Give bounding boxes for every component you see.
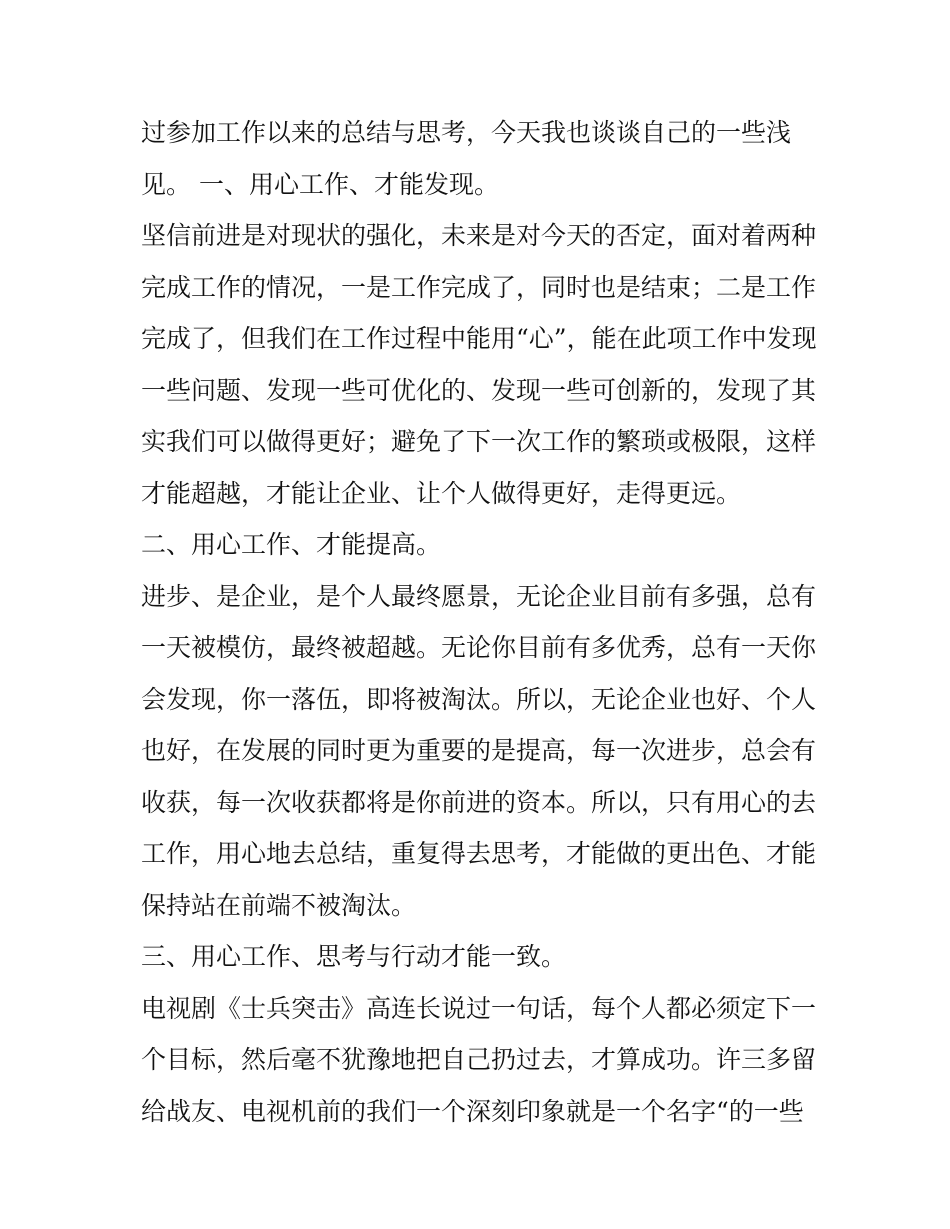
body-text [141,107,821,1137]
text-line: 见。 一、用心工作、才能发现。 [141,169,499,199]
text-line: 保持站在前端不被淘汰。 [141,890,417,920]
text-line: 工作，用心地去总结，重复得去思考，才能做的更出色、才能 [141,839,817,868]
text-line: 个目标，然后毫不犹豫地把自己扔过去，才算成功。许三多留 [141,1045,817,1074]
text-line: 给战友、电视机前的我们一个深刻印象就是一个名字“的一些 [141,1096,804,1126]
section-heading: 二、用心工作、才能提高。 [141,530,442,559]
text-line: 也好，在发展的同时更为重要的是提高，每一次进步，总会有 [141,736,817,765]
text-line: 一天被模仿，最终被超越。无论你目前有多优秀，总有一天你 [141,633,817,662]
text-line: 一些问题、发现一些可优化的、发现一些可创新的，发现了其 [141,375,817,405]
text-line: 进步、是企业，是个人最终愿景，无论企业目前有多强，总有 [141,581,817,611]
text-line: 完成了，但我们在工作过程中能用“心”，能在此项工作中发现 [141,324,817,353]
text-line: 收获，每一次收获都将是你前进的资本。所以，只有用心的去 [141,787,817,817]
text-line: 会发现，你一落伍，即将被淘汰。所以，无论企业也好、个人 [141,684,817,714]
text-line: 完成工作的情况，一是工作完成了，同时也是结束；二是工作 [141,272,817,302]
text-line: 过参加工作以来的总结与思考，今天我也谈谈自己的一些浅 [141,118,792,147]
text-line: 才能超越，才能让企业、让个人做得更好，走得更远。 [141,478,742,508]
text-line: 电视剧《士兵突击》高连长说过一句话，每个人都必须定下一 [141,993,817,1023]
section-heading: 三、用心工作、思考与行动才能一致。 [141,942,567,971]
text-line: 实我们可以做得更好；避免了下一次工作的繁琐或极限，这样 [141,427,817,456]
text-line: 坚信前进是对现状的强化，未来是对今天的否定，面对着两种 [141,221,817,250]
